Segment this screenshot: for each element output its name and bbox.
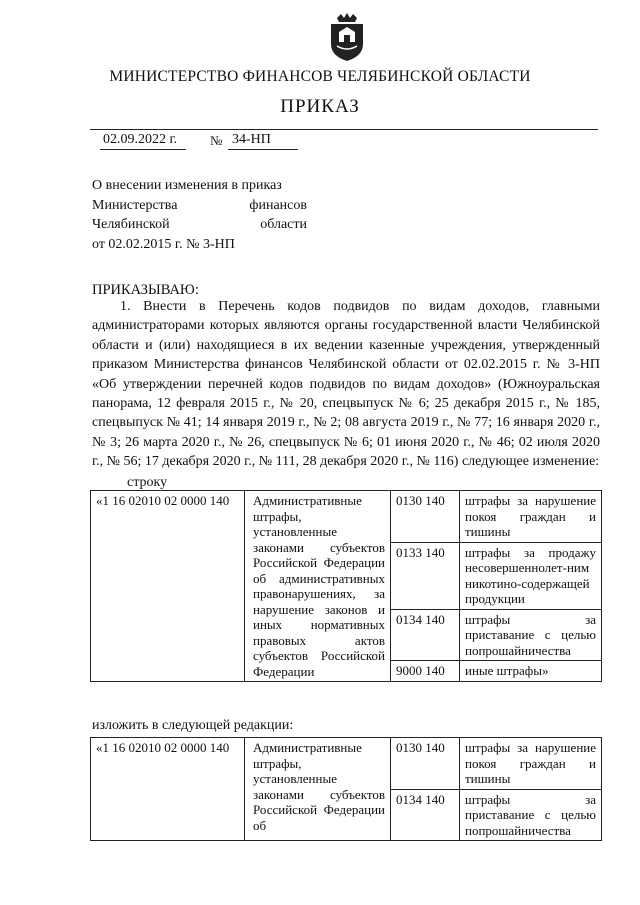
date-underline (100, 149, 186, 150)
desc-cell (460, 789, 602, 841)
subject-word: Министерства (92, 197, 178, 213)
subject-line: О внесении изменения в приказ (92, 178, 282, 193)
document-subject (92, 176, 307, 254)
subject-line: от 02.02.2015 г. № 3-НП (92, 236, 235, 252)
number-sign: № (210, 133, 223, 148)
desc-text: штрафы за нарушение покоя граждан и тишины (465, 493, 596, 539)
desc-text: штрафы за продажу несовершеннолет-ним никотино-содержащей продукции (465, 544, 596, 607)
code-cell: «1 16 02010 02 0000 140 (91, 491, 245, 682)
subcode-cell: 0133 140 (391, 542, 460, 609)
number-underline (228, 149, 298, 150)
desc-text: иные штрафы» (465, 663, 549, 679)
label-line: строку (127, 475, 168, 490)
subject-word: области (260, 217, 307, 232)
desc-cell (460, 542, 602, 609)
coat-of-arms-icon (327, 12, 367, 62)
desc-cell (460, 738, 602, 790)
table-row (91, 738, 602, 790)
paragraph-text: 1. Внести в Перечень кодов подвидов по видам доходов, главными администраторами которых являются органы государственной власти Челябинской области и (или) находящиеся в их ведении казенные учреждения, утвержденный приказом Министерства финансов Челябинской области от 02.02.2015 г. № 3-НП «Об утверждении перечней кодов подвидов по видам доходов» (Южноуральская панорама, 12 февраля 2015 г., № 20, спецвыпуск № 6; 25 декабря 2015 г., № 185, спецвыпуск № 41; 14 января 2019 г., № 2; 08 августа 2019 г., № 77; 16 января 2020 г., № 3; 26 марта 2020 г., № 26, спецвыпуск № 6; 01 июня 2020 г., № 46; 02 июля 2020 г., № 56; 17 декабря 2020 г., № 111, 28 декабря 2020 г., № 116) следующее изменение: (92, 299, 600, 470)
document-number: 34-НП (232, 132, 271, 147)
desc-cell (460, 661, 602, 682)
subcode-cell: 0134 140 (391, 609, 460, 661)
order-heading: ПРИКАЗЫВАЮ: (92, 282, 199, 298)
subject-line (92, 196, 307, 216)
subcode-cell: 0134 140 (391, 789, 460, 841)
name-cell (245, 738, 391, 841)
table-old (90, 490, 602, 682)
table-new (90, 737, 602, 841)
subject-word: финансов (249, 197, 307, 213)
desc-cell (460, 609, 602, 661)
name-cell (245, 491, 391, 682)
desc-text: штрафы за приставание с целью попрошайничества (465, 611, 596, 658)
desc-cell (460, 491, 602, 543)
document-type: ПРИКАЗ (280, 96, 360, 117)
subject-word: Челябинской (92, 217, 170, 232)
desc-text: штрафы за приставание с целью попрошайничества (465, 791, 596, 838)
name-text: Административные штрафы, установленные законами субъектов Российской Федерации об административных правонарушениях, за нарушение законов и иных нормативных правовых актов субъектов Российской Федерации (253, 493, 385, 679)
subcode-cell: 0130 140 (391, 738, 460, 790)
subject-line (92, 215, 307, 235)
subcode-cell: 0130 140 (391, 491, 460, 543)
label-line: изложить в следующей редакции: (92, 718, 294, 733)
main-paragraph (92, 297, 600, 472)
ministry-title: МИНИСТЕРСТВО ФИНАНСОВ ЧЕЛЯБИНСКОЙ ОБЛАСТИ (109, 68, 531, 85)
subcode-cell: 9000 140 (391, 661, 460, 682)
table-row (91, 491, 602, 543)
desc-text: штрафы за нарушение покоя граждан и тишины (465, 740, 596, 786)
divider (90, 129, 598, 130)
document-date: 02.09.2022 г. (103, 132, 178, 147)
code-cell: «1 16 02010 02 0000 140 (91, 738, 245, 841)
name-text: Административные штрафы, установленные законами субъектов Российской Федерации об (253, 740, 385, 833)
